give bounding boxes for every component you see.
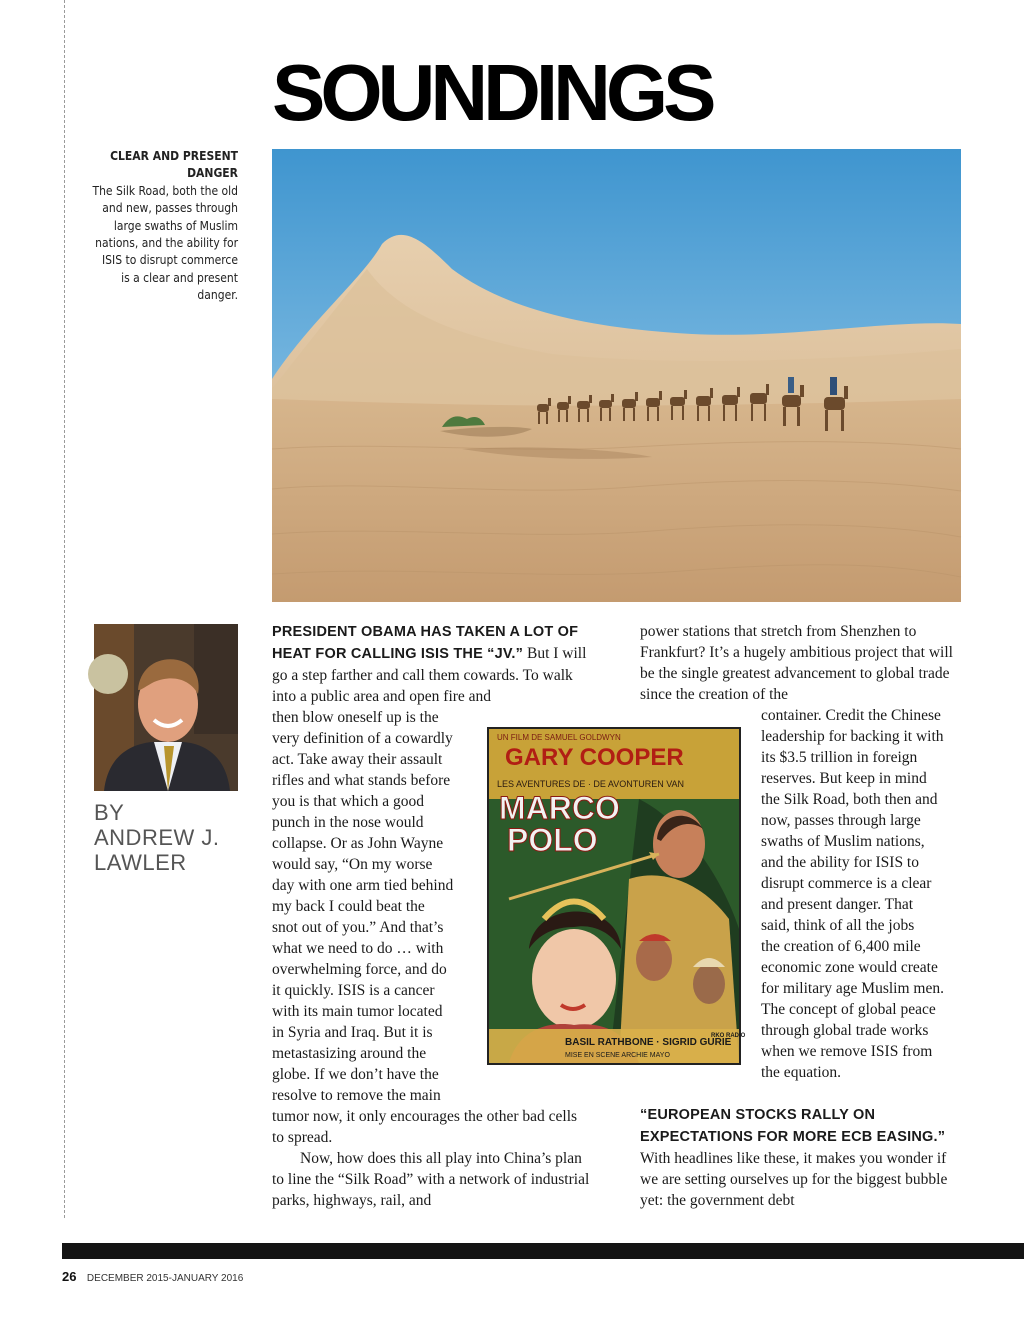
article-col2-line: through global trade works [761,1022,929,1039]
poster-top-line: UN FILM DE SAMUEL GOLDWYN [497,733,621,742]
article-col2-line: reserves. But keep in mind [761,770,927,787]
article-col2-line: economic zone would create [761,959,938,976]
byline-prefix: BY [94,800,125,825]
article-col1-line: snot out of you.” And that’s [272,919,444,936]
caption-body: The Silk Road, both the old and new, passes through large swaths of Muslim nations, and the ability for ISIS to disrupt commerce is a clear and present danger. [92,183,238,303]
article-body-1-start: But I will go a step farther and call them cowards. To walk into a public area and open fire and [272,645,587,705]
caption-heading: CLEAR AND PRESENT DANGER [110,149,238,181]
article-col1-line: day with one arm tied behind [272,877,454,894]
poster-director: MISE EN SCENE ARCHIE MAYO [565,1052,670,1059]
article-col2-line: for military age Muslim men. [761,980,944,997]
article-col2-line: and present danger. That [761,896,914,913]
photo-caption [92,148,238,305]
margin-guide-line [64,0,65,1218]
article-col2-line: its $3.5 trillion in foreign [761,749,918,766]
article-col2-line: The concept of global peace [761,1001,936,1018]
article-col2-line: the equation. [761,1064,842,1081]
article-paragraph-2: Now, how does this all play into China’s plan to line the “Silk Road” with a network of industrial parks, highways, rail, and [272,1150,590,1209]
poster-studio-logo: RKO RADIO [711,1033,746,1039]
article-col1-line: with its main tumor located [272,1003,443,1020]
article-col2-line: and the ability for ISIS to [761,854,919,871]
article-col2-line: container. Credit the Chinese [761,707,941,724]
author-byline [94,800,220,875]
article-col2-line: when we remove ISIS from [761,1043,933,1060]
article-col1-line: collapse. Or as John Wayne [272,835,444,852]
article-lead-1: PRESIDENT OBAMA HAS TAKEN A LOT OF HEAT FOR CALLING ISIS THE “JV.” [272,624,579,662]
article-lead-2: “EUROPEAN STOCKS RALLY ON EXPECTATIONS FOR MORE ECB EASING.” [640,1107,946,1145]
desert-caravan-photo [272,149,961,602]
article-col1-line: very definition of a cowardly [272,730,453,747]
article-col1-line: overwhelming force, and do [272,961,447,978]
article-col1-line: metastasizing around the [272,1045,427,1062]
article-col1-line: in Syria and Iraq. But it is [272,1024,433,1041]
poster-subtitle: LES AVENTURES DE · DE AVONTUREN VAN [497,779,685,789]
article-col1-line: resolve to remove the main [272,1087,441,1104]
article-col1-line: act. Take away their assault [272,751,443,768]
byline-name-last: LAWLER [94,850,187,875]
poster-artwork [489,729,746,1063]
article-col2-line: swaths of Muslim nations, [761,833,925,850]
byline-name-first: ANDREW J. [94,825,220,850]
page-number: 26 [62,1269,77,1284]
article-col1-line: it quickly. ISIS is a cancer [272,982,435,999]
article-body-2: With headlines like these, it makes you wonder if we are setting ourselves up for the biggest bubble yet: the government debt [640,1150,948,1209]
author-portrait [94,624,238,791]
article-col1-line: punch in the nose would [272,814,424,831]
article-col1-line: you is that which a good [272,793,424,810]
article-body-1-end: tumor now, it only encourages the other bad cells to spread. [272,1108,578,1146]
desert-scene-image [272,149,961,602]
poster-star-name: GARY COOPER [505,744,684,771]
author-photo-image [94,624,238,791]
wrapped-text-block-2 [761,705,962,1083]
article-col1-line: what we need to do … with [272,940,444,957]
article-col1-line: then blow oneself up is the [272,709,439,726]
section-title: SOUNDINGS [272,48,712,137]
poster-title-line-2: POLO [507,822,598,858]
footer-bar [62,1243,1024,1259]
page-footer [62,1268,243,1286]
article-col2-line: said, think of all the jobs [761,917,915,934]
article-col2-line: now, passes through large [761,812,921,829]
poster-title-line-1: MARCO [499,790,620,826]
marco-polo-movie-poster [487,727,746,1065]
article-col1-line: globe. If we don’t have the [272,1066,439,1083]
article-col2-start: power stations that stretch from Shenzhen to Frankfurt? It’s a hugely ambitious project that will be the single greatest advancement to global trade since the creation of the [640,623,953,703]
poster-cast: BASIL RATHBONE · SIGRID GURIE [565,1037,732,1048]
article-col2-line: disrupt commerce is a clear [761,875,932,892]
issue-date: DECEMBER 2015-JANUARY 2016 [86,1273,244,1284]
article-col2-line: the Silk Road, both then and [761,791,938,808]
article-col2-line: the creation of 6,400 mile [761,938,921,955]
article-col1-line: my back I could beat the [272,898,425,915]
article-col2-line: leadership for backing it with [761,728,944,745]
article-col1-line: would say, “On my worse [272,856,433,873]
article-col1-line: rifles and what stands before [272,772,451,789]
